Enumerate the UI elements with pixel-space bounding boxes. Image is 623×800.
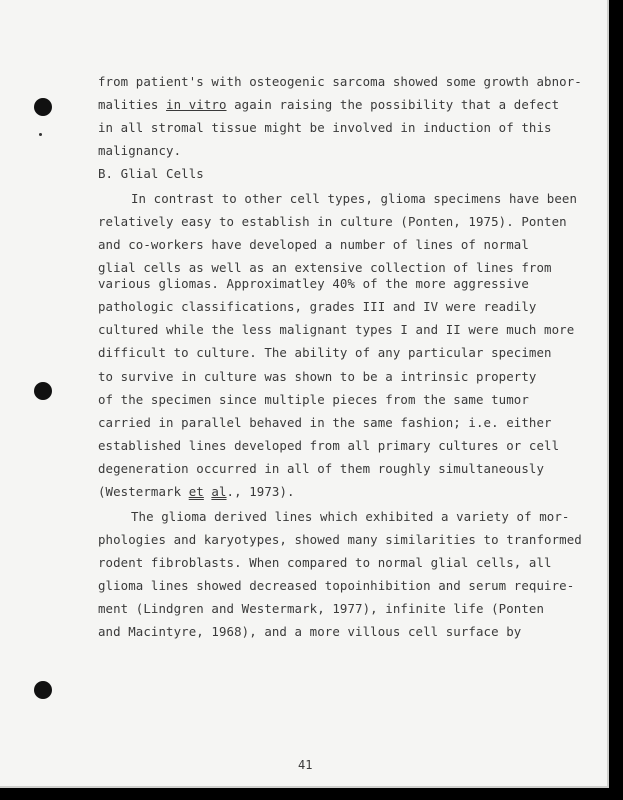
punch-hole-middle xyxy=(34,382,52,400)
page-number: 41 xyxy=(298,758,313,772)
text-line: of the specimen since multiple pieces from the same tumor xyxy=(98,392,529,407)
section-heading: B. Glial Cells xyxy=(98,166,204,181)
speck xyxy=(39,133,42,136)
text-line: carried in parallel behaved in the same fashion; i.e. either xyxy=(98,415,552,430)
text-line: phologies and karyotypes, showed many similarities to tranformed xyxy=(98,532,582,547)
text-line: glial cells as well as an extensive collection of lines from xyxy=(98,260,552,275)
punch-hole-top xyxy=(34,98,52,116)
text-line: pathologic classifications, grades III and IV were readily xyxy=(98,299,537,314)
text-line: difficult to culture. The ability of any particular specimen xyxy=(98,345,552,360)
text-line: The glioma derived lines which exhibited a variety of mor- xyxy=(131,509,570,524)
text-line: cultured while the less malignant types I and II were much more xyxy=(98,322,575,337)
text-line: malities in vitro again raising the possibility that a defect xyxy=(98,97,560,112)
underlined-term: et xyxy=(188,484,204,499)
text-line: ment (Lindgren and Westermark, 1977), infinite life (Ponten xyxy=(98,601,545,616)
text-line: In contrast to other cell types, glioma specimens have been xyxy=(131,191,578,206)
text-line: relatively easy to establish in culture (Ponten, 1975). Ponten xyxy=(98,214,567,229)
underlined-term: in vitro xyxy=(166,97,227,112)
text-line: to survive in culture was shown to be a intrinsic property xyxy=(98,369,537,384)
text-line: in all stromal tissue might be involved in induction of this xyxy=(98,120,552,135)
text-line: and Macintyre, 1968), and a more villous cell surface by xyxy=(98,624,522,639)
underlined-term: al xyxy=(211,484,227,499)
text-line: glioma lines showed decreased topoinhibition and serum require- xyxy=(98,578,575,593)
text-line: rodent fibroblasts. When compared to normal glial cells, all xyxy=(98,555,552,570)
punch-hole-bottom xyxy=(34,681,52,699)
text-line: from patient's with osteogenic sarcoma showed some growth abnor- xyxy=(98,74,582,89)
text-line: degeneration occurred in all of them roughly simultaneously xyxy=(98,461,545,476)
text-line: (Westermark et al., 1973). xyxy=(98,484,295,499)
text-line: various gliomas. Approximatley 40% of the more aggressive xyxy=(98,276,529,291)
text-line: malignancy. xyxy=(98,143,182,158)
text-line: established lines developed from all primary cultures or cell xyxy=(98,438,560,453)
text-line: and co-workers have developed a number of lines of normal xyxy=(98,237,529,252)
